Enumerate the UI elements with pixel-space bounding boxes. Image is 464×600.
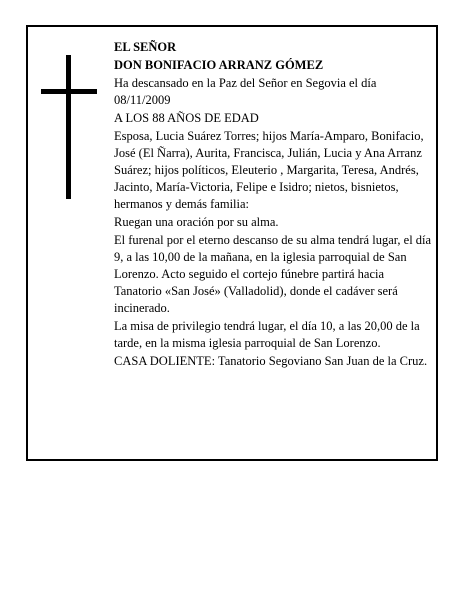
family-list: Esposa, Lucia Suárez Torres; hijos María-Amparo, Bonifacio, José (El Ñarra), Aurita, Francisca, Julián, Lucia y Ana Arranz Suárez; hijos políticos, Eleuterio , Margarita, Teresa, Andrés, Jacinto, María-Victoria, Felipe e Isidro; nietos, bisnietos, hermanos y demás familia:	[114, 129, 424, 211]
cross-icon	[41, 55, 97, 199]
obituary-notice	[26, 25, 438, 461]
cross-vertical-bar	[66, 55, 71, 199]
deceased-name: DON BONIFACIO ARRANZ GÓMEZ	[114, 58, 324, 72]
cross-horizontal-bar	[41, 89, 97, 94]
prayer-request: Ruegan una oración por su alma.	[114, 215, 279, 229]
mourning-house: CASA DOLIENTE: Tanatorio Segoviano San Juan de la Cruz.	[114, 354, 428, 368]
funeral-details: El furenal por el eterno descanso de su alma tendrá lugar, el día 9, a las 10,00 de la mañana, en la iglesia parroquial de San Lorenzo. Acto seguido el cortejo fúnebre partirá hacia Tanatorio «San José» (Valladolid), donde el cadáver será incinerado.	[114, 233, 432, 315]
death-statement: Ha descansado en la Paz del Señor en Segovia el día 08/11/2009	[114, 76, 377, 107]
mass-details: La misa de privilegio tendrá lugar, el día 10, a las 20,00 de la tarde, en la misma iglesia parroquial de San Lorenzo.	[114, 319, 420, 350]
notice-title: EL SEÑOR	[114, 40, 177, 54]
notice-body	[114, 39, 434, 371]
age-statement: A LOS 88 AÑOS DE EDAD	[114, 111, 259, 125]
